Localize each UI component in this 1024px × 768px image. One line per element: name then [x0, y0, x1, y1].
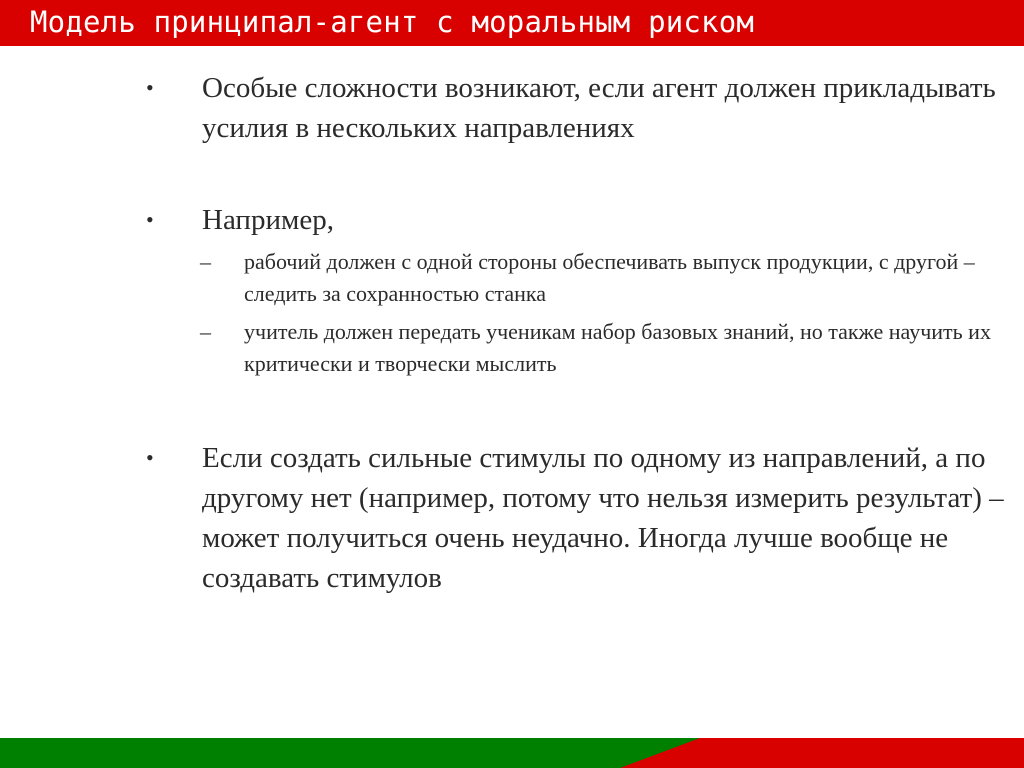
- bullet-text: Особые сложности возникают, если агент должен прикладывать усилия в нескольких направлениях: [202, 72, 996, 144]
- bullet-item: [140, 200, 1010, 240]
- slide-content: [140, 68, 1010, 598]
- sub-bullet-marker: –: [200, 249, 211, 274]
- sub-bullet-item: [140, 246, 1010, 310]
- sub-bullet-text: учитель должен передать ученикам набор базовых знаний, но также научить их критически и творчески мыслить: [244, 319, 991, 376]
- sub-bullet-marker: –: [200, 319, 211, 344]
- bullet-item: [140, 438, 1010, 598]
- bullet-text: Если создать сильные стимулы по одному из направлений, а по другому нет (например, потому что нельзя измерить результат) – может получиться очень неудачно. Иногда лучше вообще не создавать стимулов: [202, 442, 1004, 594]
- slide-title: Модель принципал-агент с моральным риском: [30, 5, 755, 39]
- bullet-marker: •: [146, 207, 154, 232]
- bullet-item: [140, 68, 1010, 148]
- sub-bullet-text: рабочий должен с одной стороны обеспечивать выпуск продукции, с другой – следить за сохранностью станка: [244, 249, 975, 306]
- footer-band: [0, 738, 1024, 768]
- bullet-text: Например,: [202, 204, 334, 236]
- bullet-marker: •: [146, 445, 154, 470]
- bullet-marker: •: [146, 75, 154, 100]
- sub-bullet-item: [140, 316, 1010, 380]
- title-bar: [0, 0, 1024, 46]
